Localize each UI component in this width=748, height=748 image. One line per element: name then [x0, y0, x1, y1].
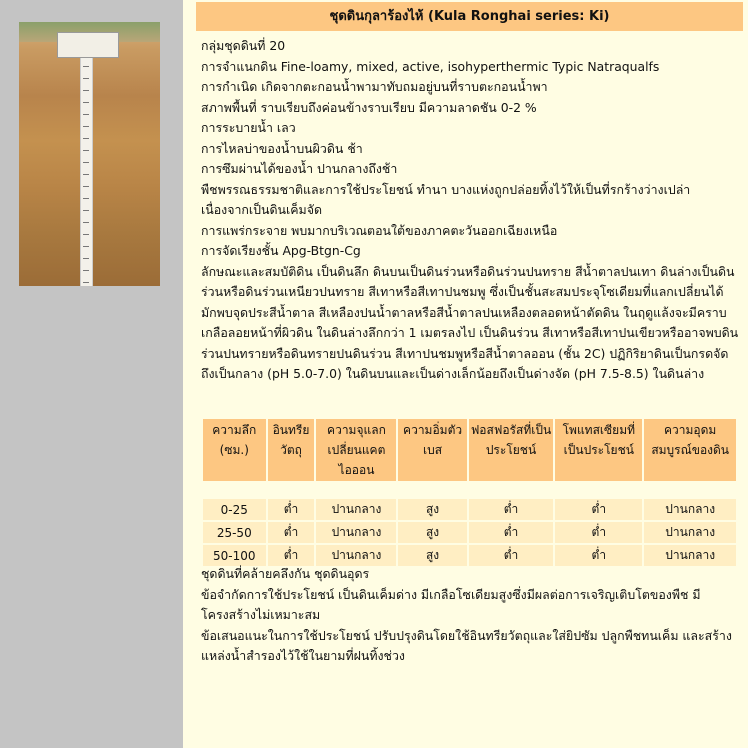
col-header-organic-matter: อินทรียวัตถุ	[268, 419, 315, 481]
table-cell: 0-25	[203, 499, 266, 520]
desc-line: พืชพรรณธรรมชาติและการใช้ประโยชน์ ทำนา บางแห่งถูกปล่อยทิ้งไว้ให้เป็นที่รกร้างว่างเปล่า เนื่องจากเป็นดินเค็มจัด	[201, 181, 691, 217]
table-cell: ต่ำ	[268, 545, 315, 566]
note-line: ข้อเสนอแนะในการใช้ประโยชน์ ปรับปรุงดินโดยใช้อินทรียวัตถุและใส่ยิปซัม ปลูกพืชทนเค็ม และสร้างแหล่งน้ำสำรองไว้ใช้ในยามที่ฝนทิ้งช่วง	[201, 627, 732, 663]
desc-line: กลุ่มชุดดินที่ 20	[201, 38, 286, 53]
table-cell: ต่ำ	[555, 499, 642, 520]
table-cell: สูง	[398, 499, 466, 520]
desc-line: การซึมผ่านได้ของน้ำ ปานกลางถึงช้า	[201, 161, 398, 176]
col-header-fertility: ความอุดมสมบูรณ์ของดิน	[644, 419, 736, 481]
desc-line: การจัดเรียงชั้น Apg-Btgn-Cg	[201, 243, 361, 258]
col-header-phosphorus: ฟอสฟอรัสที่เป็นประโยชน์	[469, 419, 554, 481]
soil-notes	[201, 564, 741, 667]
sidebar	[0, 0, 183, 748]
note-line: ชุดดินที่คล้ายคลึงกัน ชุดดินอุดร	[201, 566, 370, 581]
table-cell: ต่ำ	[469, 522, 554, 543]
col-header-base-saturation: ความอิ่มตัวเบส	[398, 419, 466, 481]
desc-line: การจำแนกดิน Fine-loamy, mixed, active, isohyperthermic Typic Natraqualfs	[201, 58, 660, 74]
measuring-tape	[80, 56, 93, 286]
table-cell: ปานกลาง	[316, 522, 396, 543]
table-row	[203, 522, 736, 543]
table-cell: ต่ำ	[555, 522, 642, 543]
desc-line: การระบายน้ำ เลว	[201, 120, 296, 135]
col-header-potassium: โพแทสเซียมที่เป็นประโยชน์	[555, 419, 642, 481]
table-cell: ต่ำ	[268, 499, 315, 520]
desc-line: ลักษณะและสมบัติดิน เป็นดินลึก ดินบนเป็นดินร่วนหรือดินร่วนปนทราย สีน้ำตาลปนเทา ดินล่างเป็นดินร่วนหรือดินร่วนเหนียวปนทราย สีเทาหรือสีเทาปนชมพู ซึ่งเป็นชั้นสะสมประจุโซเดียมที่แลกเปลี่ยนได้ มักพบจุดประสีน้ำตาล สีเหลืองปนน้ำตาลหรือสีน้ำตาลปนเหลืองตลอดหน้าตัดดิน ในฤดูแล้งจะมีคราบเกลือลอยหน้าที่ผิวดิน ในดินล่างลึกกว่า 1 เมตรลงไป เป็นดินร่วน สีเทาหรือสีเทาปนเขียวหรืออาจพบดินร่วนปนทรายหรือดินทรายปนดินร่วน สีเทาปนชมพูหรือสีน้ำตาลออน (ชั้น 2C) ปฏิกิริยาดินเป็นกรดจัดถึงเป็นกลาง (pH 5.0-7.0) ในดินบนและเป็นด่างเล็กน้อยถึงเป็นด่างจัด (pH 7.5-8.5) ในดินล่าง	[201, 263, 739, 381]
desc-line: สภาพพื้นที่ ราบเรียบถึงค่อนข้างราบเรียบ มีความลาดชัน 0-2 %	[201, 99, 537, 115]
table-cell: ต่ำ	[469, 499, 554, 520]
table-cell: สูง	[398, 522, 466, 543]
desc-line: การไหลบ่าของน้ำบนผิวดิน ช้า	[201, 140, 363, 156]
table-cell: ต่ำ	[268, 522, 315, 543]
table-header-row	[203, 419, 736, 481]
note-line: ข้อจำกัดการใช้ประโยชน์ เป็นดินเค็มด่าง มีเกลือโซเดียมสูงซึ่งมีผลต่อการเจริญเติบโตของพืช มีโครงสร้างไม่เหมาะสม	[201, 586, 701, 622]
table-cell: ต่ำ	[469, 545, 554, 566]
table-row	[203, 499, 736, 520]
desc-line: การแพร่กระจาย พบมากบริเวณตอนใต้ของภาคตะวันออกเฉียงเหนือ	[201, 222, 558, 238]
table-cell: 25-50	[203, 522, 266, 543]
col-header-depth: ความลึก (ซม.)	[203, 419, 266, 481]
page-title: ชุดดินกุลาร้องไห้ (Kula Ronghai series: Ki)	[196, 2, 743, 31]
table-cell: ปานกลาง	[644, 545, 736, 566]
col-header-cec: ความจุแลกเปลี่ยนแคตไอออน	[316, 419, 396, 481]
table-cell: ปานกลาง	[644, 522, 736, 543]
soil-profile-photo	[19, 22, 160, 286]
soil-properties-table	[201, 417, 738, 568]
table-cell: สูง	[398, 545, 466, 566]
table-cell: ปานกลาง	[316, 499, 396, 520]
table-cell: 50-100	[203, 545, 266, 566]
table-cell: ปานกลาง	[644, 499, 736, 520]
soil-description	[201, 36, 739, 385]
desc-line: การกำเนิด เกิดจากตะกอนน้ำพามาทับถมอยู่บนที่ราบตะกอนน้ำพา	[201, 79, 548, 94]
table-cell: ต่ำ	[555, 545, 642, 566]
photo-label-tag	[57, 32, 119, 58]
table-cell: ปานกลาง	[316, 545, 396, 566]
table-row	[203, 545, 736, 566]
